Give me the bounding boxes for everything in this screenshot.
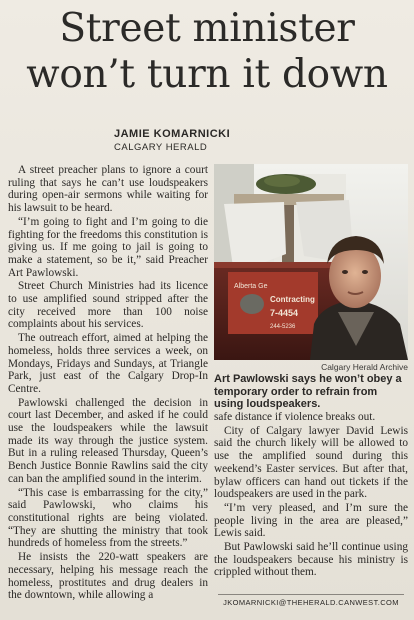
sign-text: 7-4454 xyxy=(270,308,299,318)
article-column-right xyxy=(214,411,408,580)
article-paragraph: Pawlowski challenged the decision in court last December, and asked if he could use the loudspeakers while the lawsuit made its way through the justice system. But in a ruling released Thursday, Queen’s Bench Justice Bonnie Rawlins said the city can ban the amplified sound in the interim. xyxy=(8,396,208,485)
sign-text: Alberta Ge xyxy=(234,283,268,290)
photo-illustration xyxy=(214,164,408,360)
author-email: JKOMARNICKI@THEHERALD.CANWEST.COM xyxy=(223,598,399,607)
article-paragraph: Street Church Ministries had its licence to use amplified sound stripped after the city received more than 100 noise complaints about his services. xyxy=(8,280,208,331)
article-column-left xyxy=(8,164,208,603)
headline-line-2: won’t turn it down xyxy=(26,52,388,97)
article-paragraph: The outreach effort, aimed at helping the homeless, holds three services a week, on Mondays, Fridays and Sundays, at Triangle Park, just east of the Calgary Drop-In Centre. xyxy=(8,332,208,395)
article-paragraph: “I’m going to fight and I’m going to die fighting for the freedoms this constitution is giving us. If me going to jail is going to make a statement, so be it,” said Preacher Art Pawlowski. xyxy=(8,215,208,279)
byline xyxy=(114,128,314,153)
article-paragraph: He insists the 220-watt speakers are necessary, helping his message reach the homeless, prostitutes and drug dealers in the downtown, while allowing a xyxy=(8,551,208,602)
photo-caption: Art Pawlowski says he won’t obey a temporary order to refrain from using loudspeakers. xyxy=(214,373,402,410)
article-paragraph: City of Calgary lawyer David Lewis said the church likely will be allowed to use the amplified sound during this weekend’s Easter services. But after that, bylaw officers can hand out tickets if the loudspeakers are used in the park. xyxy=(214,424,408,501)
article-paragraph: “I’m very pleased, and I’m sure the people living in the area are pleased,” Lewis said. xyxy=(214,501,408,540)
divider xyxy=(218,594,404,595)
headline xyxy=(8,6,406,98)
byline-author: JAMIE KOMARNICKI xyxy=(114,128,231,140)
sign-text: 244-5236 xyxy=(270,324,296,330)
article-paragraph: safe distance if violence breaks out. xyxy=(214,411,376,423)
byline-outlet: CALGARY HERALD xyxy=(114,142,208,153)
article-paragraph: “This case is embarrassing for the city,” said Pawlowski, who claims his constitutional rights are being violated. “They are shutting the ministry that took hundreds of homeless from the streets.” xyxy=(8,486,208,550)
sign-text: Contracting xyxy=(270,295,315,304)
article-paragraph: A street preacher plans to ignore a court ruling that says he can’t use loudspeakers during open-air sermons while waiting for his lawsuit to be heard. xyxy=(8,164,208,215)
news-photo xyxy=(214,164,408,360)
photo-credit: Calgary Herald Archive xyxy=(321,362,408,372)
headline-line-1: Street minister xyxy=(59,6,355,51)
article-paragraph: But Pawlowski said he’ll continue using the loudspeakers because his ministry is crippled without them. xyxy=(214,541,408,579)
